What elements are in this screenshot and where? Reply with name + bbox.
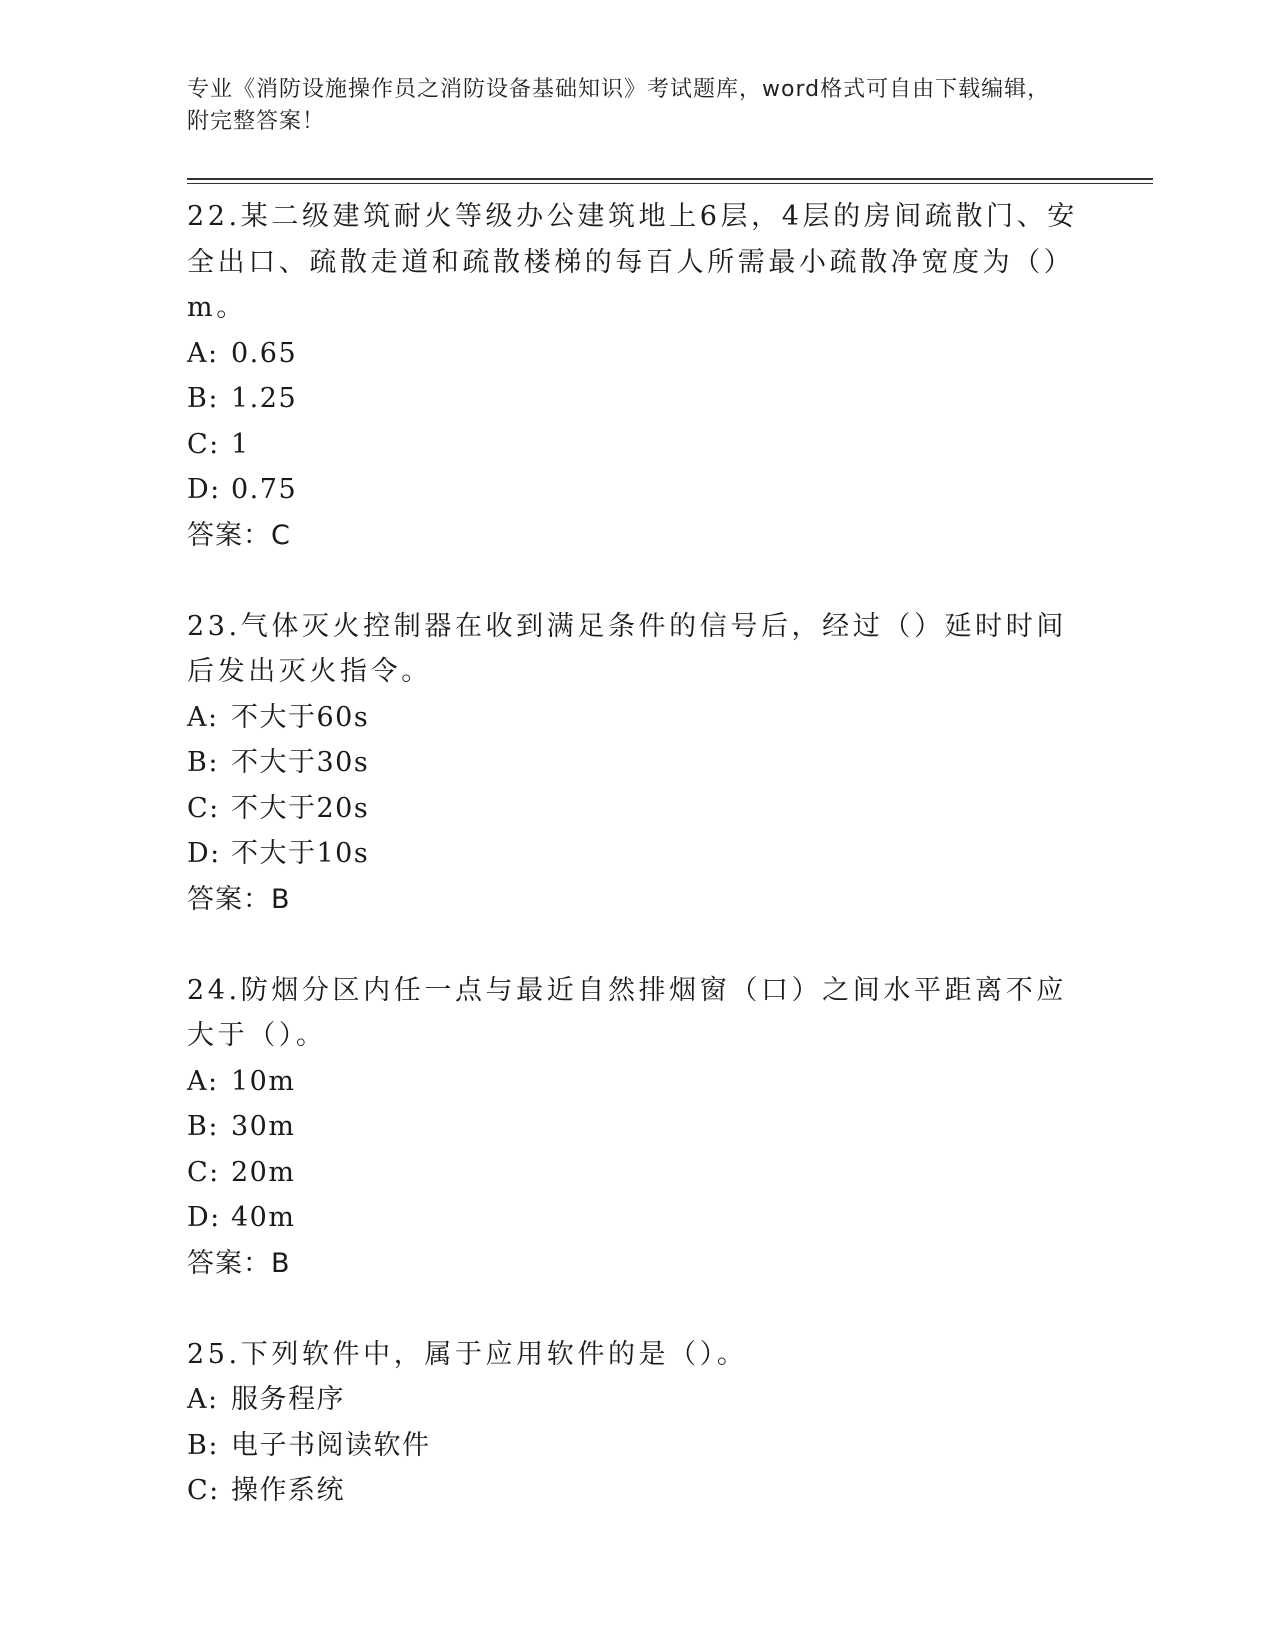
option-letter: D: (187, 1202, 221, 1233)
option-letter: C: (187, 792, 220, 824)
option-letter: C: (187, 1156, 220, 1188)
option-c (187, 1468, 1087, 1514)
option-text: 不大于30s (231, 747, 370, 778)
answer-line: 答案：B (187, 883, 291, 915)
document-header: 专业《消防设施操作员之消防设备基础知识》考试题库，word格式可自由下载编辑，附完整答案！ (187, 77, 1051, 134)
option-letter: D: (187, 838, 221, 869)
option-b (187, 376, 1087, 422)
question-24 (187, 968, 1087, 1286)
option-text: 20m (231, 1156, 296, 1188)
option-d (187, 467, 1087, 513)
option-text: 1.25 (231, 383, 298, 414)
option-text: 服务程序 (231, 1384, 345, 1415)
question-text: 24.防烟分区内任一点与最近自然排烟窗（口）之间水平距离不应大于（）。 (187, 974, 1067, 1051)
header-divider-thick (187, 178, 1153, 180)
option-text: 操作系统 (231, 1475, 345, 1506)
option-d (187, 831, 1087, 877)
question-list (187, 194, 1087, 1560)
question-25 (187, 1332, 1087, 1514)
option-text: 10m (231, 1065, 296, 1097)
option-text: 30m (231, 1111, 296, 1142)
answer-line: 答案：C (187, 519, 291, 551)
option-d (187, 1195, 1087, 1241)
option-letter: B: (187, 747, 219, 778)
option-text: 不大于10s (231, 838, 370, 869)
option-a (187, 331, 1087, 377)
option-a (187, 1059, 1087, 1105)
header-divider-thin (187, 183, 1153, 184)
option-c (187, 1150, 1087, 1196)
question-text: 22.某二级建筑耐火等级办公建筑地上6层，4层的房间疏散门、安全出口、疏散走道和疏散楼梯的每百人所需最小疏散净宽度为（）m。 (187, 201, 1078, 323)
option-letter: C: (187, 1475, 220, 1506)
option-b (187, 1423, 1087, 1469)
option-letter: A: (187, 1065, 219, 1097)
option-letter: B: (187, 1111, 219, 1142)
option-b (187, 740, 1087, 786)
question-text: 23.气体灭火控制器在收到满足条件的信号后，经过（）延时时间后发出灭火指令。 (187, 610, 1067, 687)
option-c (187, 422, 1087, 468)
option-letter: A: (187, 701, 219, 733)
question-23 (187, 604, 1087, 922)
option-text: 0.75 (231, 474, 298, 505)
question-22 (187, 194, 1087, 558)
option-letter: D: (187, 474, 221, 505)
answer-line: 答案：B (187, 1247, 291, 1279)
option-text: 1 (231, 428, 250, 460)
option-text: 不大于60s (231, 701, 370, 733)
option-a (187, 695, 1087, 741)
option-text: 电子书阅读软件 (231, 1429, 431, 1461)
option-text: 40m (231, 1202, 296, 1233)
option-letter: C: (187, 428, 220, 460)
option-a (187, 1377, 1087, 1423)
option-letter: B: (187, 383, 219, 414)
option-letter: A: (187, 1384, 219, 1415)
option-letter: A: (187, 337, 219, 369)
option-c (187, 786, 1087, 832)
option-text: 不大于20s (231, 792, 370, 824)
option-text: 0.65 (231, 337, 298, 369)
option-b (187, 1104, 1087, 1150)
question-text: 25.下列软件中，属于应用软件的是（）。 (187, 1338, 748, 1370)
option-letter: B: (187, 1429, 219, 1461)
